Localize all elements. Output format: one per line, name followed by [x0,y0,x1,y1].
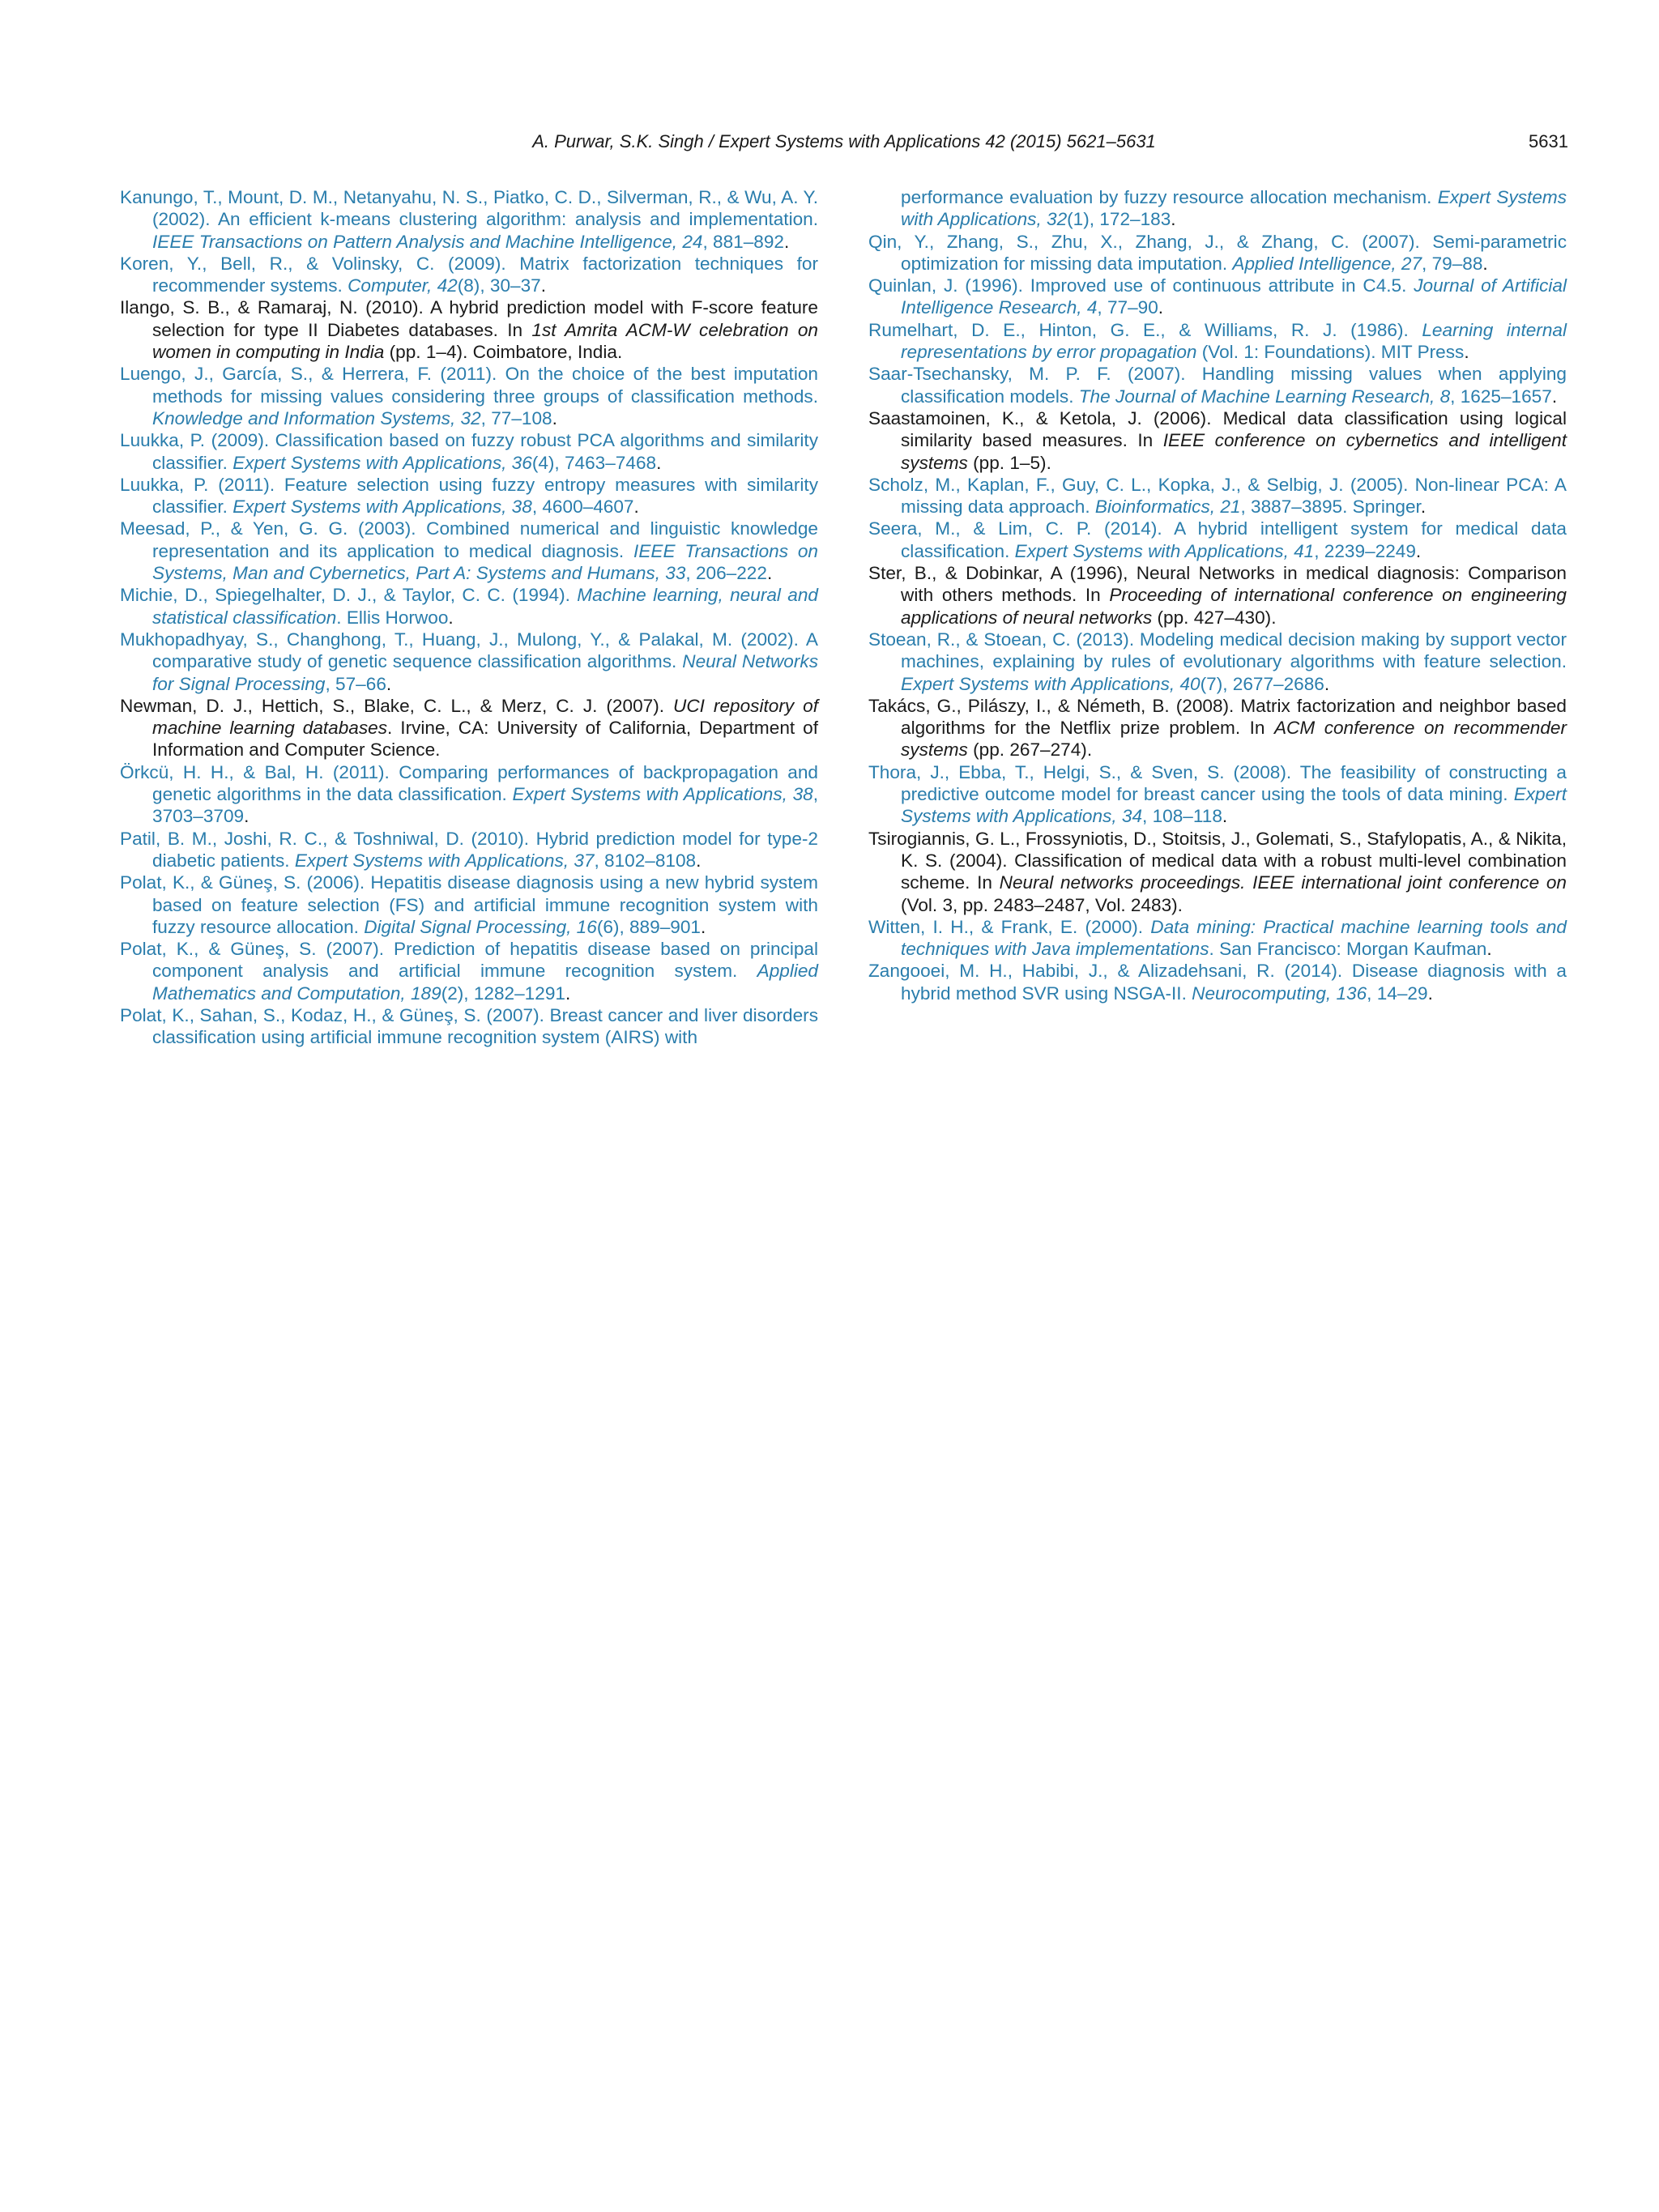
reference-main-text: Saastamoinen, K., & Ketola, J. (2006). Medical data classification using logical similarity based measures. In [868,407,1567,451]
reference-main-text: Kanungo, T., Mount, D. M., Netanyahu, N. S., Piatko, C. D., Silverman, R., & Wu, A. Y. (2002). An efficient k-means clustering algorithm: analysis and implementation. [120,187,818,230]
reference-main-text: Örkcü, H. H., & Bal, H. (2011). Comparing performances of backpropagation and genetic algorithms in the data classification. [120,761,818,805]
reference-main-text: Polat, K., & Güneş, S. (2006). Hepatitis disease diagnosis using a new hybrid system based on feature selection (FS) and artificial immune recognition system with fuzzy resource allocation. [120,872,818,937]
reference-end-text: , 14–29 [1367,982,1428,1004]
reference-it-text: Proceeding of international conference on engineering applications of neural networks [901,585,1567,628]
reference-end-text: , 57–66 [325,673,386,694]
references-column-right [868,186,1567,1004]
reference-end-text: , 3703–3709 [152,784,819,827]
reference-end-text: (Vol. 3, pp. 2483–2487, Vol. 2483). [901,894,1183,915]
reference-end-text: , 79–88 [1422,253,1483,274]
reference-it-text: Bioinformatics, 21 [1094,497,1241,518]
reference-end-text: , 206–222 [685,563,767,584]
reference-tail-text: . [700,916,706,937]
reference-it-text: Digital Signal Processing, 16 [364,916,597,937]
reference-end-text: , 77–108 [480,407,552,428]
reference-main-text: Polat, K., Sahan, S., Kodaz, H., & Güneş, S. (2007). Breast cancer and liver disorders classification using artificial immune recognition system (AIRS) with [120,1004,818,1048]
reference-end-text: . San Francisco: Morgan Kaufman [1209,939,1487,960]
reference-main-text: Patil, B. M., Joshi, R. C., & Toshniwal, D. (2010). Hybrid prediction model for type-2 diabetic patients. [120,828,818,871]
reference-it-text: Neural networks proceedings. IEEE international joint conference on [999,872,1567,893]
reference-it-text: Expert Systems with Applications, 41 [1014,540,1315,561]
reference-end-text: (pp. 427–430). [1152,607,1277,628]
reference-tail-text: . [783,231,790,252]
reference-entry[interactable] [868,761,1567,828]
reference-main-text: Luukka, P. (2009). Classification based on fuzzy robust PCA algorithms and similarity classifier. [120,430,818,473]
reference-main-text: Witten, I. H., & Frank, E. (2000). [868,916,1151,937]
reference-tail-text: . [1551,386,1558,407]
reference-tail-text: . [1222,806,1228,827]
reference-entry [868,828,1567,916]
reference-end-text: , 8102–8108 [594,850,697,871]
reference-tail-text: . [386,673,392,694]
reference-tail-text: . [552,407,557,428]
reference-tail-text: . [244,806,249,827]
reference-entry[interactable] [868,518,1567,562]
reference-it-text: Expert Systems with Applications, 40 [901,673,1201,694]
reference-it-text: IEEE conference on cybernetics and intelligent systems [901,430,1567,473]
reference-entry[interactable] [120,584,818,629]
reference-main-text: Koren, Y., Bell, R., & Volinsky, C. (2009). Matrix factorization techniques for recommender systems. [120,253,818,296]
reference-it-text: IEEE Transactions on Pattern Analysis and Machine Intelligence, 24 [152,231,703,252]
reference-end-text: (pp. 267–274). [967,739,1093,761]
reference-it-text: 1st Amrita ACM-W celebration on women in computing in India [152,319,818,363]
reference-tail-text: . [1427,982,1433,1004]
reference-end-text: (6), 889–901 [596,916,701,937]
reference-it-text: Neurocomputing, 136 [1192,982,1367,1004]
reference-it-text: Expert Systems with Applications, 38 [232,497,532,518]
reference-main-text: Rumelhart, D. E., Hinton, G. E., & Williams, R. J. (1986). [868,319,1422,340]
reference-end-text: (pp. 1–4). Coimbatore, India. [384,342,623,363]
reference-end-text: , 2239–2249 [1314,540,1416,561]
reference-entry[interactable] [868,474,1567,518]
reference-entry [120,296,818,363]
reference-entry[interactable] [120,828,818,872]
reference-entry[interactable] [120,474,818,518]
reference-tail-text: . [1420,497,1427,518]
reference-entry [868,407,1567,474]
reference-main-text: Luengo, J., García, S., & Herrera, F. (2011). On the choice of the best imputation methods for missing values considering three groups of classification methods. [120,364,818,407]
reference-main-text: Ilango, S. B., & Ramaraj, N. (2010). A hybrid prediction model with F-score feature selection for type II Diabetes databases. In [120,297,818,340]
reference-entry[interactable] [120,761,818,828]
reference-main-text: Quinlan, J. (1996). Improved use of continuous attribute in C4.5. [868,275,1414,296]
references-column-left [120,186,818,1049]
reference-it-text: UCI repository of machine learning databases [152,695,818,739]
reference-end-text: , 881–892 [702,231,784,252]
reference-entry [868,695,1567,761]
reference-main-text: Saar-Tsechansky, M. P. F. (2007). Handling missing values when applying classification models. [868,364,1567,407]
reference-tail-text: . [1482,253,1488,274]
reference-it-text: Applied Intelligence, 27 [1232,253,1422,274]
reference-entry[interactable] [120,363,818,429]
reference-tail-text: . [1324,673,1330,694]
reference-tail-text: . [633,497,639,518]
reference-end-text: , 77–90 [1097,297,1158,318]
page-header [120,128,1568,156]
reference-tail-text: . [696,850,702,871]
reference-entry [868,562,1567,629]
reference-entry[interactable] [120,629,818,695]
reference-tail-text: . [1464,342,1469,363]
reference-main-text: Meesad, P., & Yen, G. G. (2003). Combined numerical and linguistic knowledge representation and its application to medical diagnosis. [120,518,818,561]
reference-end-text: (Vol. 1: Foundations). MIT Press [1196,342,1465,363]
reference-end-text: . Irvine, CA: University of California, Department of Information and Computer Science. [152,718,818,761]
reference-entry [120,695,818,761]
reference-entry[interactable] [868,629,1567,695]
reference-entry[interactable] [868,916,1567,961]
reference-it-text: Expert Systems with Applications, 38 [512,784,813,805]
reference-tail-text: . [1171,209,1176,230]
reference-entry-continued[interactable] [868,186,1567,231]
reference-entry[interactable] [120,253,818,297]
reference-tail-text: . [565,982,571,1004]
reference-main-text: Newman, D. J., Hettich, S., Blake, C. L., & Merz, C. J. (2007). [120,695,674,716]
reference-main-text: Takács, G., Pilászy, I., & Németh, B. (2008). Matrix factorization and neighbor based algorithms for the Netflix prize problem. In [868,695,1567,739]
reference-it-text: Neural Networks for Signal Processing [152,651,818,694]
running-head: A. Purwar, S.K. Singh / Expert Systems with Applications 42 (2015) 5621–5631 [532,131,1156,151]
reference-tail-text: . [448,607,454,628]
reference-main-text: Mukhopadhyay, S., Changhong, T., Huang, J., Mulong, Y., & Palakal, M. (2002). A comparative study of genetic sequence classification algorithms. [120,629,818,672]
reference-main-text: Seera, M., & Lim, C. P. (2014). A hybrid intelligent system for medical data classification. [868,518,1567,561]
reference-it-text: Machine learning, neural and statistical classification [152,585,818,628]
reference-end-text: . Ellis Horwoo [336,607,449,628]
reference-entry[interactable] [868,275,1567,319]
reference-tail-text: . [1415,540,1422,561]
reference-it-text: Expert Systems with Applications, 32 [901,187,1567,230]
page-number: 5631 [1529,131,1568,151]
reference-it-text: Knowledge and Information Systems, 32 [152,407,481,428]
reference-entry[interactable] [120,518,818,584]
reference-tail-text: . [656,452,662,473]
reference-end-text: (4), 7463–7468 [531,452,657,473]
reference-it-text: Data mining: Practical machine learning tools and techniques with Java implementations [901,916,1567,960]
reference-end-text: (7), 2677–2686 [1200,673,1324,694]
reference-end-text: (2), 1282–1291 [441,982,565,1004]
reference-entry[interactable] [120,186,818,253]
reference-it-text: Journal of Artificial Intelligence Research, 4 [901,275,1567,318]
reference-it-text: IEEE Transactions on Systems, Man and Cybernetics, Part A: Systems and Humans, 33 [152,540,818,584]
reference-main-text: Michie, D., Spiegelhalter, D. J., & Taylor, C. C. (1994). [120,585,578,606]
reference-main-text: Zangooei, M. H., Habibi, J., & Alizadehsani, R. (2014). Disease diagnosis with a hybrid method SVR using NSGA-II. [868,961,1567,1004]
reference-it-text: Applied Mathematics and Computation, 189 [152,961,818,1004]
reference-tail-text: . [1486,939,1492,960]
reference-it-text: Learning internal representations by error propagation [901,319,1567,363]
reference-tail-text: . [540,275,546,296]
reference-end-text: , 1625–1657 [1450,386,1552,407]
reference-entry[interactable] [868,363,1567,407]
reference-end-text: (1), 172–183 [1067,209,1171,230]
reference-main-text: Scholz, M., Kaplan, F., Guy, C. L., Kopka, J., & Selbig, J. (2005). Non-linear PCA: A missing data approach. [868,474,1567,518]
reference-end-text: , 108–118 [1142,806,1222,827]
reference-it-text: Expert Systems with Applications, 37 [294,850,595,871]
reference-main-text: Thora, J., Ebba, T., Helgi, S., & Sven, S. (2008). The feasibility of constructing a predictive outcome model for breast cancer using the tools of data mining. [868,761,1567,805]
reference-tail-text: . [766,563,773,584]
reference-entry[interactable] [120,938,818,1004]
reference-entry[interactable] [868,960,1567,1004]
reference-entry[interactable] [120,429,818,474]
reference-main-text: performance evaluation by fuzzy resource allocation mechanism. [901,187,1438,207]
reference-end-text: (pp. 1–5). [967,452,1051,473]
reference-it-text: ACM conference on recommender systems [901,718,1567,761]
reference-end-text: , 3887–3895. Springer [1240,497,1421,518]
reference-main-text: Ster, B., & Dobinkar, A (1996), Neural Networks in medical diagnosis: Comparison with others methods. In [868,563,1567,606]
reference-main-text: Luukka, P. (2011). Feature selection using fuzzy entropy measures with similarity classifier. [120,474,818,518]
reference-entry[interactable] [868,319,1567,364]
reference-main-text: Qin, Y., Zhang, S., Zhu, X., Zhang, J., & Zhang, C. (2007). Semi-parametric optimization for missing data imputation. [868,231,1567,274]
reference-it-text: Expert Systems with Applications, 34 [901,784,1567,827]
reference-entry[interactable] [868,231,1567,275]
reference-end-text: (8), 30–37 [457,275,541,296]
reference-it-text: Expert Systems with Applications, 36 [232,452,532,473]
reference-it-text: Computer, 42 [348,275,458,296]
reference-entry[interactable] [120,1004,818,1049]
reference-main-text: Tsirogiannis, G. L., Frossyniotis, D., Stoitsis, J., Golemati, S., Stafylopatis, A., & Nikita, K. S. (2004). Classification of medical data with a robust multi-level combination scheme. In [868,828,1567,893]
reference-it-text: The Journal of Machine Learning Research, 8 [1078,386,1451,407]
reference-main-text: Polat, K., & Güneş, S. (2007). Prediction of hepatitis disease based on principal component analysis and artificial immune recognition system. [120,939,818,982]
reference-end-text: , 4600–4607 [531,497,634,518]
reference-main-text: Stoean, R., & Stoean, C. (2013). Modeling medical decision making by support vector machines, explaining by rules of evolutionary algorithms with feature selection. [868,629,1567,672]
reference-entry[interactable] [120,872,818,938]
reference-tail-text: . [1158,297,1164,318]
